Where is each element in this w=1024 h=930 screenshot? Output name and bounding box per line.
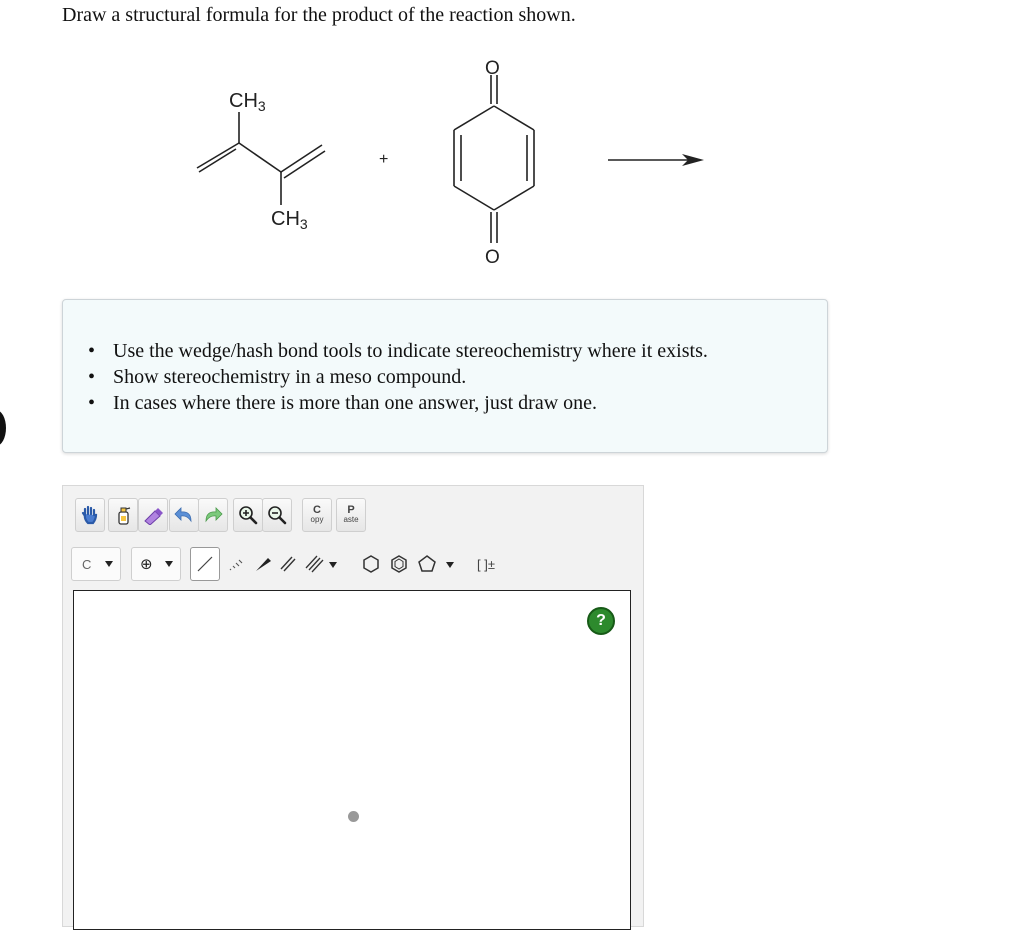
- bond-menu-chevron-icon[interactable]: [329, 562, 337, 568]
- copy-label-bottom: opy: [310, 515, 324, 524]
- spray-bottle-icon: [113, 504, 133, 526]
- atom-selector-value: C: [82, 556, 92, 572]
- paste-button[interactable]: [336, 498, 366, 532]
- quinone-ring-bond: [494, 186, 534, 210]
- redo-button[interactable]: [198, 498, 228, 532]
- question-text: Draw a structural formula for the product of the reaction shown.: [62, 4, 576, 26]
- diene-c4-double-bond-a: [281, 145, 322, 172]
- benzene-icon: [388, 553, 410, 575]
- drawing-canvas[interactable]: [73, 590, 631, 930]
- copy-button[interactable]: [302, 498, 332, 532]
- chevron-down-icon: [105, 561, 113, 567]
- atom-selector[interactable]: [71, 547, 121, 581]
- double-bond-icon: [278, 554, 298, 574]
- quinone-ring-bond: [494, 106, 534, 130]
- zoom-in-button[interactable]: [233, 498, 263, 532]
- paste-label-bottom: aste: [343, 515, 359, 524]
- quinone-bottom-oxygen: O: [485, 247, 500, 268]
- diene-c2-c3-bond: [239, 143, 281, 172]
- side-marker: [0, 410, 6, 446]
- clean-structure-button[interactable]: [108, 498, 138, 532]
- bracket-tool-label: [ ]±: [477, 556, 495, 572]
- cyclohexane-tool[interactable]: [356, 547, 386, 581]
- reaction-scheme: [0, 0, 760, 280]
- instruction-item: • Show stereochemistry in a meso compound.: [113, 364, 708, 390]
- charge-selector[interactable]: [131, 547, 181, 581]
- zoom-out-icon: [267, 505, 287, 525]
- cyclopentane-tool[interactable]: [412, 547, 442, 581]
- wedge-bond-icon: [253, 554, 273, 574]
- eraser-icon: [142, 505, 164, 525]
- charge-plus-icon: ⊕: [140, 556, 153, 573]
- redo-icon: [202, 505, 224, 525]
- hand-tool-button[interactable]: [75, 498, 105, 532]
- diene-top-ch3-label: $CH_3$: [229, 90, 266, 114]
- triple-bond-tool[interactable]: [299, 547, 329, 581]
- triple-bond-icon: [304, 554, 324, 574]
- diene-bottom-ch3-label: $CH_3$: [271, 208, 308, 232]
- zoom-in-icon: [238, 505, 258, 525]
- quinone-top-oxygen: O: [485, 58, 500, 79]
- single-bond-icon: [195, 554, 215, 574]
- instructions-panel: [62, 299, 828, 453]
- instructions-list: [113, 338, 708, 416]
- diene-c4-double-bond-b: [284, 151, 325, 178]
- pentagon-icon: [416, 553, 438, 575]
- quinone-ring-bond: [454, 106, 494, 130]
- diene-c1-double-bond-b: [199, 149, 236, 172]
- plus-sign: +: [379, 151, 389, 168]
- hash-bond-tool[interactable]: [221, 547, 251, 581]
- eraser-button[interactable]: [138, 498, 168, 532]
- undo-icon: [173, 505, 195, 525]
- quinone-ring-bond: [454, 186, 494, 210]
- paste-label-top: P: [347, 504, 355, 516]
- hand-icon: [80, 505, 100, 525]
- zoom-out-button[interactable]: [262, 498, 292, 532]
- benzene-tool[interactable]: [384, 547, 414, 581]
- diene-c1-double-bond-a: [197, 143, 239, 168]
- ring-menu-chevron-icon[interactable]: [446, 562, 454, 568]
- single-bond-tool[interactable]: [190, 547, 220, 581]
- help-button[interactable]: ?: [587, 607, 615, 635]
- instruction-item: • In cases where there is more than one answer, just draw one.: [113, 390, 708, 416]
- structure-editor: [62, 485, 644, 927]
- hash-bond-icon: [226, 554, 246, 574]
- hexagon-icon: [360, 553, 382, 575]
- copy-label-top: C: [313, 504, 321, 516]
- canvas-cursor-dot: [348, 811, 359, 822]
- undo-button[interactable]: [169, 498, 199, 532]
- instruction-item: • Use the wedge/hash bond tools to indicate stereochemistry where it exists.: [113, 338, 708, 364]
- chevron-down-icon: [165, 561, 173, 567]
- bracket-charge-tool[interactable]: [469, 547, 503, 581]
